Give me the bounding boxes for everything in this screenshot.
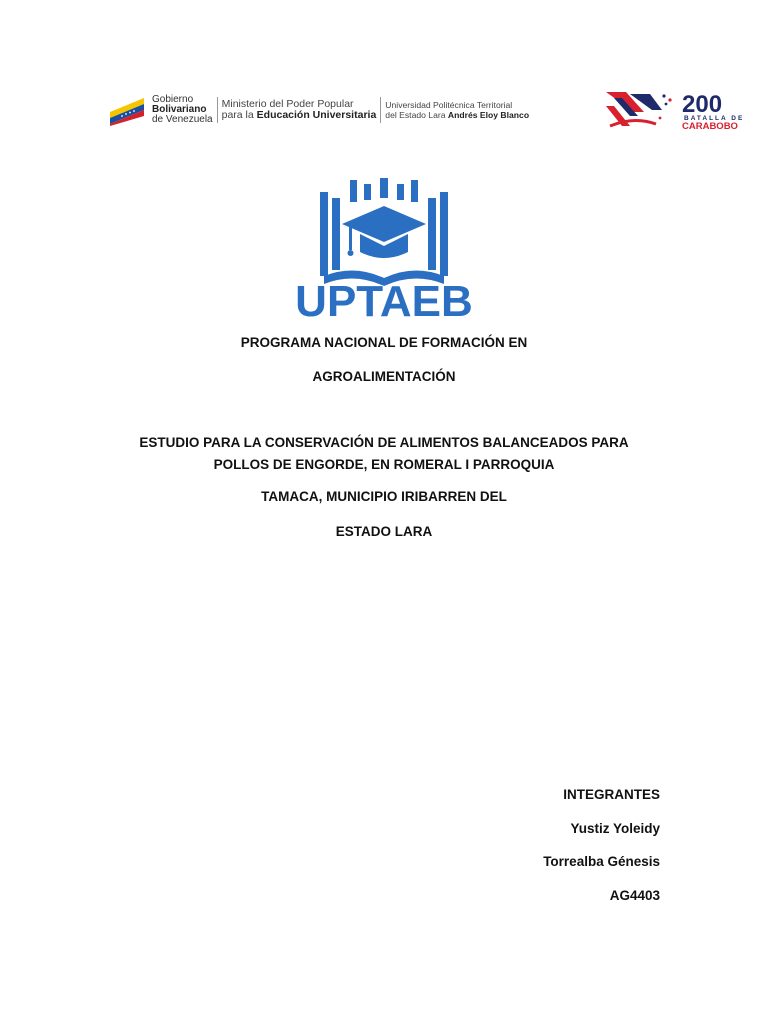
member-name: Yustiz Yoleidy [570,821,660,836]
study-title-line2: POLLOS DE ENGORDE, EN ROMERAL I PARROQUIA [213,457,555,472]
member-name: Torrealba Génesis [543,854,660,869]
program-line2: AGROALIMENTACIÓN [312,369,456,384]
uptaeb-acronym: UPTAEB [295,277,473,322]
university-name [385,100,529,120]
venezuela-flag-icon [108,94,148,126]
university-line1: Universidad Politécnica Territorial [385,100,513,110]
gov-line1: Gobierno [152,94,194,105]
gov-line2: Bolivariano [152,104,207,115]
government-name [152,95,213,125]
section-code: AG4403 [609,888,660,903]
institutional-header [0,84,768,136]
bicentenario-line1: BATALLA DE [684,115,745,122]
ministry-line1: Ministerio del Poder Popular [221,98,354,110]
members-heading: INTEGRANTES [563,787,660,802]
gov-line3: de Venezuela [152,114,213,125]
ministry-name [222,99,377,121]
government-logos [108,92,529,128]
separator [217,97,218,123]
separator [380,97,381,123]
study-title [100,432,668,476]
uptaeb-logo [294,176,474,322]
study-title-line1: ESTUDIO PARA LA CONSERVACIÓN DE ALIMENTOS BALANCEADOS PARA [139,435,629,450]
study-title-line3: TAMACA, MUNICIPIO IRIBARREN DEL [261,489,507,504]
ministry-line2-prefix: para la [221,109,254,121]
bicentenario-line2: CARABOBO [682,121,738,130]
ministry-line2-bold: Educación Universitaria [256,109,377,121]
carabobo-stripes-icon [606,92,672,126]
bicentenario-number: 200 [682,91,723,118]
program-line1: PROGRAMA NACIONAL DE FORMACIÓN EN [240,335,528,350]
graduation-cap-icon [294,176,474,322]
study-title-line4: ESTADO LARA [335,524,433,539]
bicentenario-carabobo-logo [604,90,756,130]
university-line2-prefix: del Estado Lara [385,110,446,120]
university-line2-bold: Andrés Eloy Blanco [447,110,530,120]
